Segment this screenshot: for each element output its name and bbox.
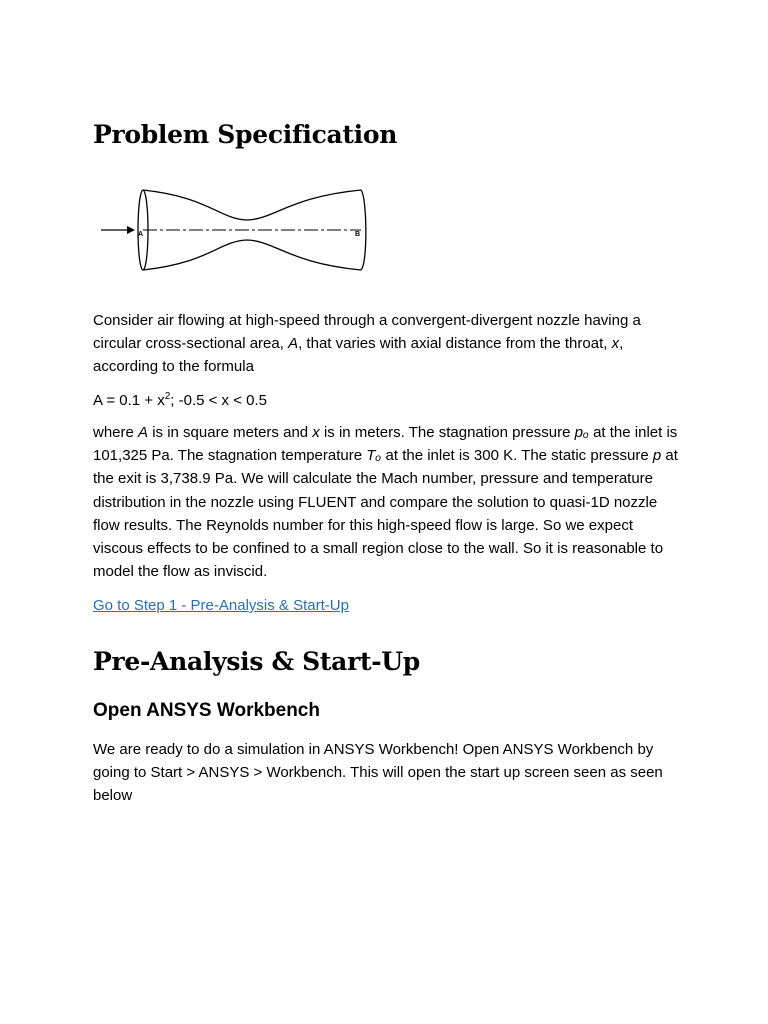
subheading-open-workbench: Open ANSYS Workbench (93, 700, 320, 721)
upper-wall (143, 190, 361, 220)
intro-paragraph: Consider air flowing at high-speed through a convergent-divergent nozzle having a circular cross-sectional area, A, that varies with axial distance from the throat, x, according to the formula (93, 312, 641, 376)
step1-link[interactable]: Go to Step 1 - Pre-Analysis & Start-Up (93, 597, 349, 614)
conditions-paragraph: where A is in square meters and x is in meters. The stagnation pressure pₒ at the inlet is 101,325 Pa. The stagnation temperature Tₒ at the inlet is 300 K. The static pressure p at the exit is 3,738.9 Pa. We will calculate the Mach number, pressure and temperature distribution in the nozzle using FLUENT and compare the solution to quasi-1D nozzle flow results. The Reynolds number for this high-speed flow is large. So we expect viscous effects to be confined to a small region close to the wall. So it is reasonable to model the flow as inviscid. (93, 424, 678, 581)
var-x: x (611, 335, 620, 353)
nozzle-diagram (99, 183, 379, 275)
section-heading-pre-analysis: Pre-Analysis & Start-Up (93, 647, 420, 676)
lower-wall (143, 240, 361, 270)
area-formula: $A = 0.1 + x^2$; -0.5 < x < 0.5 (93, 391, 268, 409)
page-title: Problem Specification (93, 120, 398, 149)
exit-label: B (355, 231, 361, 238)
outlet-edge (361, 190, 366, 270)
exponent: 2 (164, 391, 171, 402)
workbench-paragraph: We are ready to do a simulation in ANSYS Workbench! Open ANSYS Workbench by going to Start > ANSYS > Workbench. This will open the start up screen seen as seen below (93, 741, 663, 805)
inlet-label: A (138, 231, 144, 238)
flow-arrow-head (127, 226, 135, 234)
var-a: A (288, 335, 299, 353)
